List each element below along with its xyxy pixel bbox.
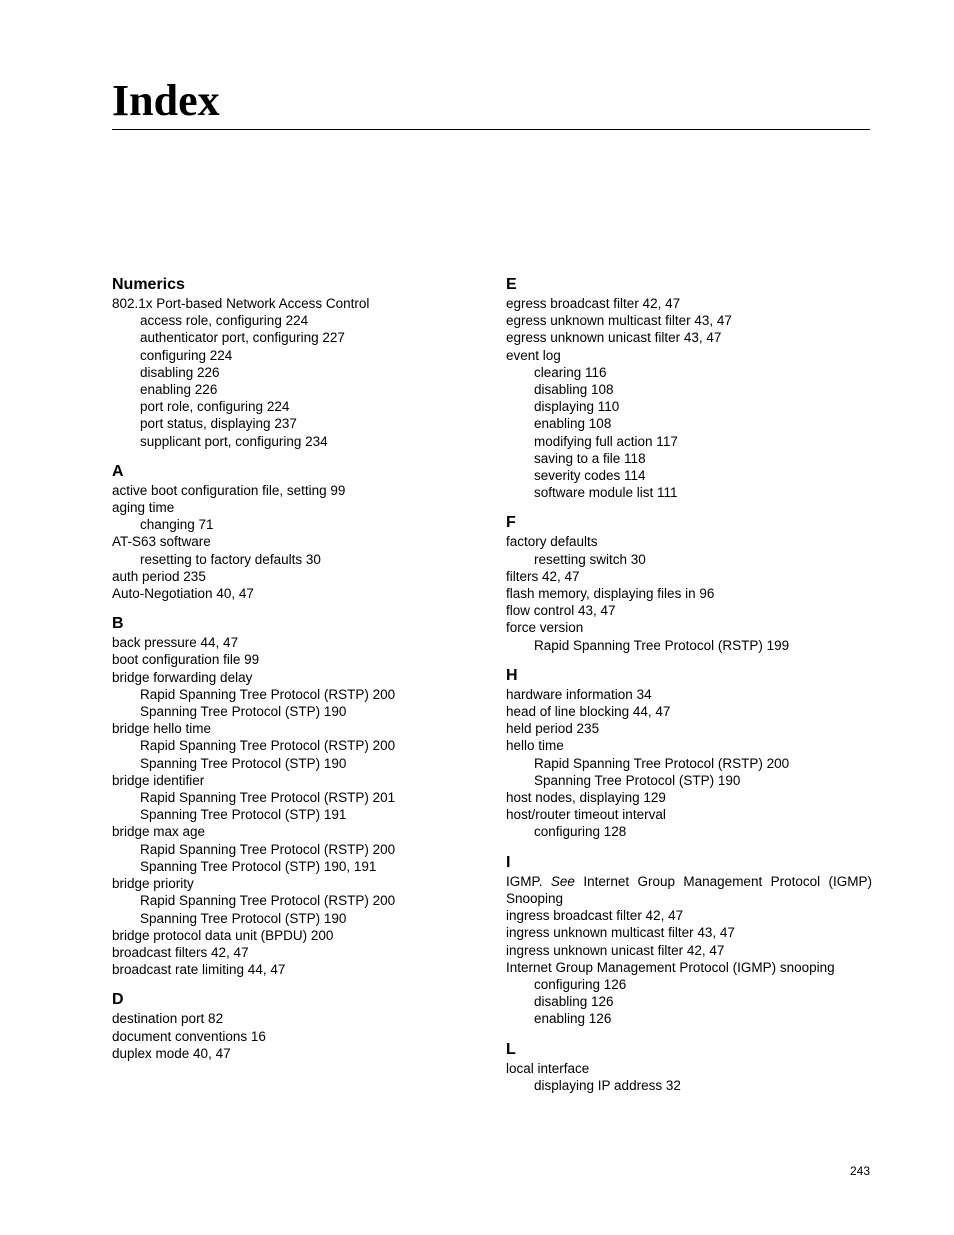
section-letter: A xyxy=(112,462,124,480)
entry-text: supplicant port, configuring 234 xyxy=(140,433,328,449)
entry-text: back pressure 44, 47 xyxy=(112,635,239,651)
entry-text: local interface xyxy=(506,1060,590,1076)
index-entry xyxy=(112,651,478,668)
index-entry xyxy=(506,942,872,959)
index-subentry xyxy=(112,841,478,858)
entry-text: bridge identifier xyxy=(112,772,205,788)
entry-text: ingress unknown unicast filter 42, 47 xyxy=(506,942,725,958)
entry-text: enabling 108 xyxy=(534,416,612,432)
index-subentry xyxy=(506,467,872,484)
index-subentry xyxy=(112,516,478,533)
see-reference: See xyxy=(550,873,575,889)
entry-text: egress broadcast filter 42, 47 xyxy=(506,296,681,311)
index-subentry xyxy=(506,381,872,398)
entry-text: Internet Group Management Protocol (IGMP) snooping xyxy=(506,959,835,975)
index-entry xyxy=(506,907,872,924)
entry-text: force version xyxy=(506,620,584,636)
index-subentry xyxy=(112,686,478,703)
entry-text: hardware information 34 xyxy=(506,686,652,702)
index-subentry xyxy=(112,398,478,415)
entry-text: Rapid Spanning Tree Protocol (RSTP) 200 xyxy=(140,738,396,754)
index-subentry xyxy=(506,364,872,381)
index-subentry xyxy=(112,364,478,381)
index-subentry xyxy=(506,976,872,993)
entry-text: active boot configuration file, setting 99 xyxy=(112,482,346,498)
entry-text: software module list 111 xyxy=(534,485,678,501)
entry-text-continued: Internet Group Management Protocol (IGMP) Snooping xyxy=(506,873,872,906)
index-entry xyxy=(506,295,872,312)
entry-text: enabling 126 xyxy=(534,1011,612,1027)
index-section-numerics xyxy=(112,276,478,450)
index-entry xyxy=(112,961,478,978)
entry-text: host nodes, displaying 129 xyxy=(506,790,666,806)
entry-text: document conventions 16 xyxy=(112,1028,266,1044)
entry-text: destination port 82 xyxy=(112,1011,224,1027)
entry-text: configuring 126 xyxy=(534,976,627,992)
index-entry xyxy=(506,1060,872,1077)
index-entry xyxy=(506,312,872,329)
index-section-h xyxy=(506,667,872,841)
section-letter: D xyxy=(112,991,124,1009)
index-column-left xyxy=(112,276,478,1075)
entry-text: Spanning Tree Protocol (STP) 190 xyxy=(140,704,347,720)
entry-text: broadcast rate limiting 44, 47 xyxy=(112,962,286,978)
entry-text: ingress unknown multicast filter 43, 47 xyxy=(506,925,735,941)
entry-text: Rapid Spanning Tree Protocol (RSTP) 200 xyxy=(534,755,790,771)
entry-text: disabling 226 xyxy=(140,364,220,380)
entry-text: hello time xyxy=(506,738,564,754)
entry-text: modifying full action 117 xyxy=(534,433,678,449)
section-letter: F xyxy=(506,514,516,532)
entry-text: port role, configuring 224 xyxy=(140,399,290,415)
index-entry xyxy=(112,585,478,602)
index-subentry xyxy=(506,755,872,772)
entry-text: resetting switch 30 xyxy=(534,551,646,567)
section-letter: H xyxy=(506,666,518,684)
index-subentry xyxy=(112,433,478,450)
index-entry xyxy=(506,789,872,806)
entry-text: AT-S63 software xyxy=(112,534,211,550)
entry-text: bridge hello time xyxy=(112,721,212,737)
index-entry xyxy=(506,568,872,585)
index-subentry xyxy=(506,450,872,467)
index-entry xyxy=(506,347,872,364)
entry-text: enabling 226 xyxy=(140,382,218,398)
section-letter: B xyxy=(112,615,124,633)
index-entry xyxy=(112,823,478,840)
entry-text: egress unknown unicast filter 43, 47 xyxy=(506,330,722,346)
index-subentry xyxy=(112,329,478,346)
index-subentry xyxy=(506,637,872,654)
index-entry xyxy=(506,686,872,703)
index-subentry xyxy=(112,347,478,364)
entry-text: Spanning Tree Protocol (STP) 191 xyxy=(140,807,347,823)
entry-text: 802.1x Port-based Network Access Control xyxy=(112,296,370,311)
index-subentry xyxy=(506,484,872,501)
entry-text: bridge forwarding delay xyxy=(112,669,253,685)
index-subentry xyxy=(112,381,478,398)
index-section-b xyxy=(112,615,478,978)
entry-text: Auto-Negotiation 40, 47 xyxy=(112,586,254,602)
entry-text: broadcast filters 42, 47 xyxy=(112,944,249,960)
index-subentry xyxy=(112,789,478,806)
index-section-f xyxy=(506,514,872,653)
index-subentry xyxy=(506,551,872,568)
entry-text: configuring 224 xyxy=(140,347,233,363)
index-entry xyxy=(112,499,478,516)
index-entry xyxy=(112,772,478,789)
index-entry xyxy=(112,568,478,585)
section-letter: E xyxy=(506,276,517,293)
entry-text: held period 235 xyxy=(506,721,600,737)
entry-text: access role, configuring 224 xyxy=(140,313,309,329)
entry-text: host/router timeout interval xyxy=(506,807,666,823)
index-subentry xyxy=(112,910,478,927)
index-entry xyxy=(506,585,872,602)
index-entry xyxy=(112,1045,478,1062)
index-entry xyxy=(112,482,478,499)
entry-text: bridge priority xyxy=(112,876,194,892)
index-entry xyxy=(506,873,872,907)
index-subentry xyxy=(506,772,872,789)
index-entry xyxy=(112,533,478,550)
index-subentry xyxy=(506,433,872,450)
index-subentry xyxy=(506,415,872,432)
index-subentry xyxy=(112,806,478,823)
index-entry xyxy=(112,1028,478,1045)
entry-text: auth period 235 xyxy=(112,568,206,584)
index-subentry xyxy=(112,312,478,329)
entry-text: severity codes 114 xyxy=(534,468,646,484)
entry-text: IGMP. xyxy=(506,873,551,889)
entry-text: Rapid Spanning Tree Protocol (RSTP) 200 xyxy=(140,893,396,909)
entry-text: Rapid Spanning Tree Protocol (RSTP) 200 xyxy=(140,686,396,702)
index-entry xyxy=(112,944,478,961)
entry-text: head of line blocking 44, 47 xyxy=(506,704,671,720)
index-entry xyxy=(506,703,872,720)
entry-text: displaying 110 xyxy=(534,399,620,415)
entry-text: duplex mode 40, 47 xyxy=(112,1045,231,1061)
entry-text: Spanning Tree Protocol (STP) 190 xyxy=(140,910,347,926)
index-entry xyxy=(112,295,478,312)
index-subentry xyxy=(112,858,478,875)
index-subentry xyxy=(112,551,478,568)
index-section-e xyxy=(506,276,872,501)
entry-text: changing 71 xyxy=(140,517,214,533)
entry-text: Rapid Spanning Tree Protocol (RSTP) 200 xyxy=(140,841,396,857)
entry-text: event log xyxy=(506,347,561,363)
index-subentry xyxy=(506,1077,872,1094)
entry-text: resetting to factory defaults 30 xyxy=(140,551,321,567)
index-entry xyxy=(506,924,872,941)
index-entry xyxy=(112,720,478,737)
index-section-i xyxy=(506,854,872,1028)
index-subentry xyxy=(112,415,478,432)
section-letter: Numerics xyxy=(112,276,185,293)
entry-text: disabling 126 xyxy=(534,994,614,1010)
entry-text: filters 42, 47 xyxy=(506,568,580,584)
entry-text: authenticator port, configuring 227 xyxy=(140,330,345,346)
index-entry xyxy=(506,602,872,619)
index-entry xyxy=(112,634,478,651)
index-section-d xyxy=(112,991,478,1062)
index-column-right xyxy=(506,276,872,1107)
index-subentry xyxy=(112,703,478,720)
entry-text: bridge max age xyxy=(112,824,206,840)
index-entry xyxy=(506,806,872,823)
index-entry xyxy=(506,329,872,346)
entry-text: saving to a file 118 xyxy=(534,450,646,466)
index-entry xyxy=(506,737,872,754)
title-rule xyxy=(112,129,870,130)
index-entry xyxy=(506,720,872,737)
index-subentry xyxy=(506,1010,872,1027)
index-subentry xyxy=(506,993,872,1010)
index-entry xyxy=(112,1010,478,1027)
entry-text: Rapid Spanning Tree Protocol (RSTP) 199 xyxy=(534,637,790,653)
index-entry xyxy=(506,959,872,976)
index-entry xyxy=(112,927,478,944)
index-subentry xyxy=(506,398,872,415)
entry-text: factory defaults xyxy=(506,534,598,550)
entry-text: disabling 108 xyxy=(534,382,614,398)
entry-text: ingress broadcast filter 42, 47 xyxy=(506,908,684,924)
entry-text: Rapid Spanning Tree Protocol (RSTP) 201 xyxy=(140,790,396,806)
entry-text: Spanning Tree Protocol (STP) 190, 191 xyxy=(140,858,377,874)
index-section-a xyxy=(112,463,478,602)
entry-text: egress unknown multicast filter 43, 47 xyxy=(506,313,732,329)
entry-text: flash memory, displaying files in 96 xyxy=(506,586,715,602)
section-letter: I xyxy=(506,853,511,871)
entry-text: port status, displaying 237 xyxy=(140,416,297,432)
index-subentry xyxy=(112,737,478,754)
entry-text: configuring 128 xyxy=(534,824,627,840)
entry-text: clearing 116 xyxy=(534,364,607,380)
index-entry xyxy=(506,619,872,636)
entry-text: Spanning Tree Protocol (STP) 190 xyxy=(140,755,347,771)
entry-text: boot configuration file 99 xyxy=(112,652,260,668)
entry-text: flow control 43, 47 xyxy=(506,603,616,619)
index-section-l xyxy=(506,1041,872,1094)
entry-text: displaying IP address 32 xyxy=(534,1077,681,1093)
index-subentry xyxy=(506,823,872,840)
page-title: Index xyxy=(112,76,220,125)
index-entry xyxy=(112,875,478,892)
page-number: 243 xyxy=(850,1164,871,1178)
entry-text: aging time xyxy=(112,500,175,516)
index-subentry xyxy=(112,892,478,909)
index-entry xyxy=(112,669,478,686)
entry-text: bridge protocol data unit (BPDU) 200 xyxy=(112,927,334,943)
entry-text: Spanning Tree Protocol (STP) 190 xyxy=(534,772,741,788)
index-entry xyxy=(506,533,872,550)
section-letter: L xyxy=(506,1040,516,1058)
index-subentry xyxy=(112,755,478,772)
